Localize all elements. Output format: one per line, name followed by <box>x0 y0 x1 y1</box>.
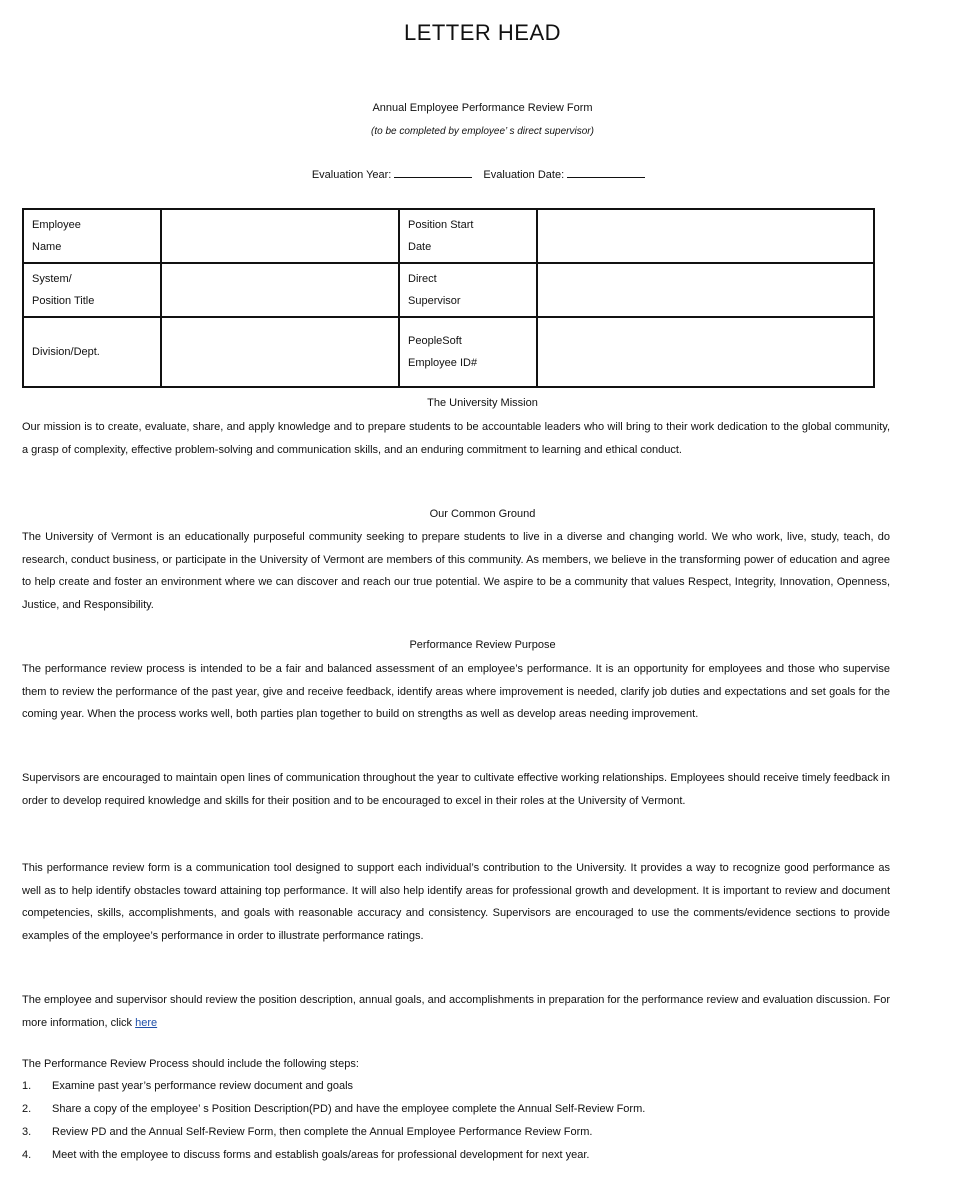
form-subtitle: (to be completed by employee’ s direct supervisor) <box>371 126 594 137</box>
step-text: Share a copy of the employee’ s Position Description(PD) and have the employee complete the Annual Self-Review Form. <box>52 1103 646 1115</box>
mission-heading: The University Mission <box>427 397 538 409</box>
step-text: Review PD and the Annual Self-Review Form, then complete the Annual Employee Performance Review Form. <box>52 1126 593 1138</box>
purpose-paragraph-4-text: The employee and supervisor should review the position description, annual goals, and accomplishments in preparation for the performance review and evaluation discussion. For more information, click <box>22 994 890 1029</box>
purpose-heading: Performance Review Purpose <box>409 639 556 651</box>
evaluation-date-label: Evaluation Date: <box>483 169 565 181</box>
form-title: Annual Employee Performance Review Form <box>372 102 593 114</box>
employee-info-table <box>22 208 875 388</box>
division-dept-label: Division/Dept. <box>23 317 161 387</box>
direct-supervisor-label-line-1: Direct <box>408 273 437 285</box>
employee-name-field[interactable] <box>161 209 399 263</box>
list-item <box>22 1121 890 1144</box>
position-start-date-label <box>399 209 537 263</box>
employee-name-label-line-2: Name <box>32 241 62 253</box>
purpose-paragraph-4 <box>22 989 890 1034</box>
evaluation-year-label: Evaluation Year: <box>311 169 392 181</box>
step-number: 2. <box>22 1103 32 1115</box>
employee-name-label <box>23 209 161 263</box>
position-start-date-field[interactable] <box>537 209 874 263</box>
position-title-label-line-2: Position Title <box>32 295 95 307</box>
purpose-paragraph-2: Supervisors are encouraged to maintain open lines of communication throughout the year to cultivate effective working relationships. Employees should receive timely feedback in order to develop required knowledge and skills for their position and to be encouraged to excel in their roles at the University of Vermont. <box>22 772 890 807</box>
purpose-paragraph-3: This performance review form is a communication tool designed to support each individual’s contribution to the University. It provides a way to recognize good performance as well as to help identify obstacles toward attaining top performance. It will also help identify areas for professional growth and development. It is important to review and document competencies, skills, accomplishments, and goals with reasonable accuracy and consistency. Supervisors are encouraged to use the comments/evidence sections to provide examples of the employee’s performance in order to illustrate performance ratings. <box>22 862 890 942</box>
direct-supervisor-field[interactable] <box>537 263 874 317</box>
letterhead: LETTER HEAD <box>403 20 562 45</box>
position-title-label-line-1: System/ <box>32 273 72 285</box>
direct-supervisor-label-line-2: Supervisor <box>408 295 461 307</box>
common-ground-heading: Our Common Ground <box>429 508 536 520</box>
step-text: Meet with the employee to discuss forms and establish goals/areas for professional development for next year. <box>52 1149 590 1161</box>
peoplesoft-id-field[interactable] <box>537 317 874 387</box>
step-number: 1. <box>22 1080 32 1092</box>
direct-supervisor-label <box>399 263 537 317</box>
evaluation-date-field[interactable] <box>567 167 645 178</box>
division-dept-field[interactable] <box>161 317 399 387</box>
process-intro: The Performance Review Process should include the following steps: <box>22 1058 359 1070</box>
mission-text: Our mission is to create, evaluate, share, and apply knowledge and to prepare students to be accountable leaders who will bring to their work dedication to the global community, a grasp of complexity, effective problem-solving and communication skills, and an enduring commitment to learning and ethical conduct. <box>22 421 890 456</box>
position-start-label-line-1: Position Start <box>408 219 474 231</box>
table-row <box>23 317 874 387</box>
step-number: 4. <box>22 1149 32 1161</box>
list-item <box>22 1075 890 1098</box>
step-number: 3. <box>22 1126 32 1138</box>
peoplesoft-label-line-1: PeopleSoft <box>408 335 462 347</box>
list-item <box>22 1098 890 1121</box>
step-text: Examine past year’s performance review document and goals <box>52 1080 354 1092</box>
table-row <box>23 263 874 317</box>
peoplesoft-id-label <box>399 317 537 387</box>
more-info-link[interactable]: here <box>135 1016 158 1029</box>
common-ground-text: The University of Vermont is an educationally purposeful community seeking to prepare students to live in a diverse and changing world. We who work, live, study, teach, do research, conduct business, or participate in the University of Vermont are members of this community. As members, we believe in the transforming power of education and agree to help create and foster an environment where we can discover and reach our true potential. We aspire to be a community that values Respect, Integrity, Innovation, Openness, Justice, and Responsibility. <box>22 531 890 611</box>
list-item <box>22 1144 890 1167</box>
process-steps-list <box>22 1075 890 1167</box>
position-title-field[interactable] <box>161 263 399 317</box>
position-title-label <box>23 263 161 317</box>
purpose-paragraph-1: The performance review process is intended to be a fair and balanced assessment of an employee’s performance. It is an opportunity for employees and those who supervise them to review the performance of the past year, give and receive feedback, identify areas where improvement is needed, clarify job duties and expectations and set goals for the coming year. When the process works well, both parties plan together to build on strengths as well as develop areas needing improvement. <box>22 663 890 720</box>
position-start-label-line-2: Date <box>408 241 432 253</box>
evaluation-line <box>0 167 965 181</box>
table-row <box>23 209 874 263</box>
employee-name-label-line-1: Employee <box>32 219 81 231</box>
evaluation-year-field[interactable] <box>394 167 472 178</box>
peoplesoft-label-line-2: Employee ID# <box>408 357 478 369</box>
